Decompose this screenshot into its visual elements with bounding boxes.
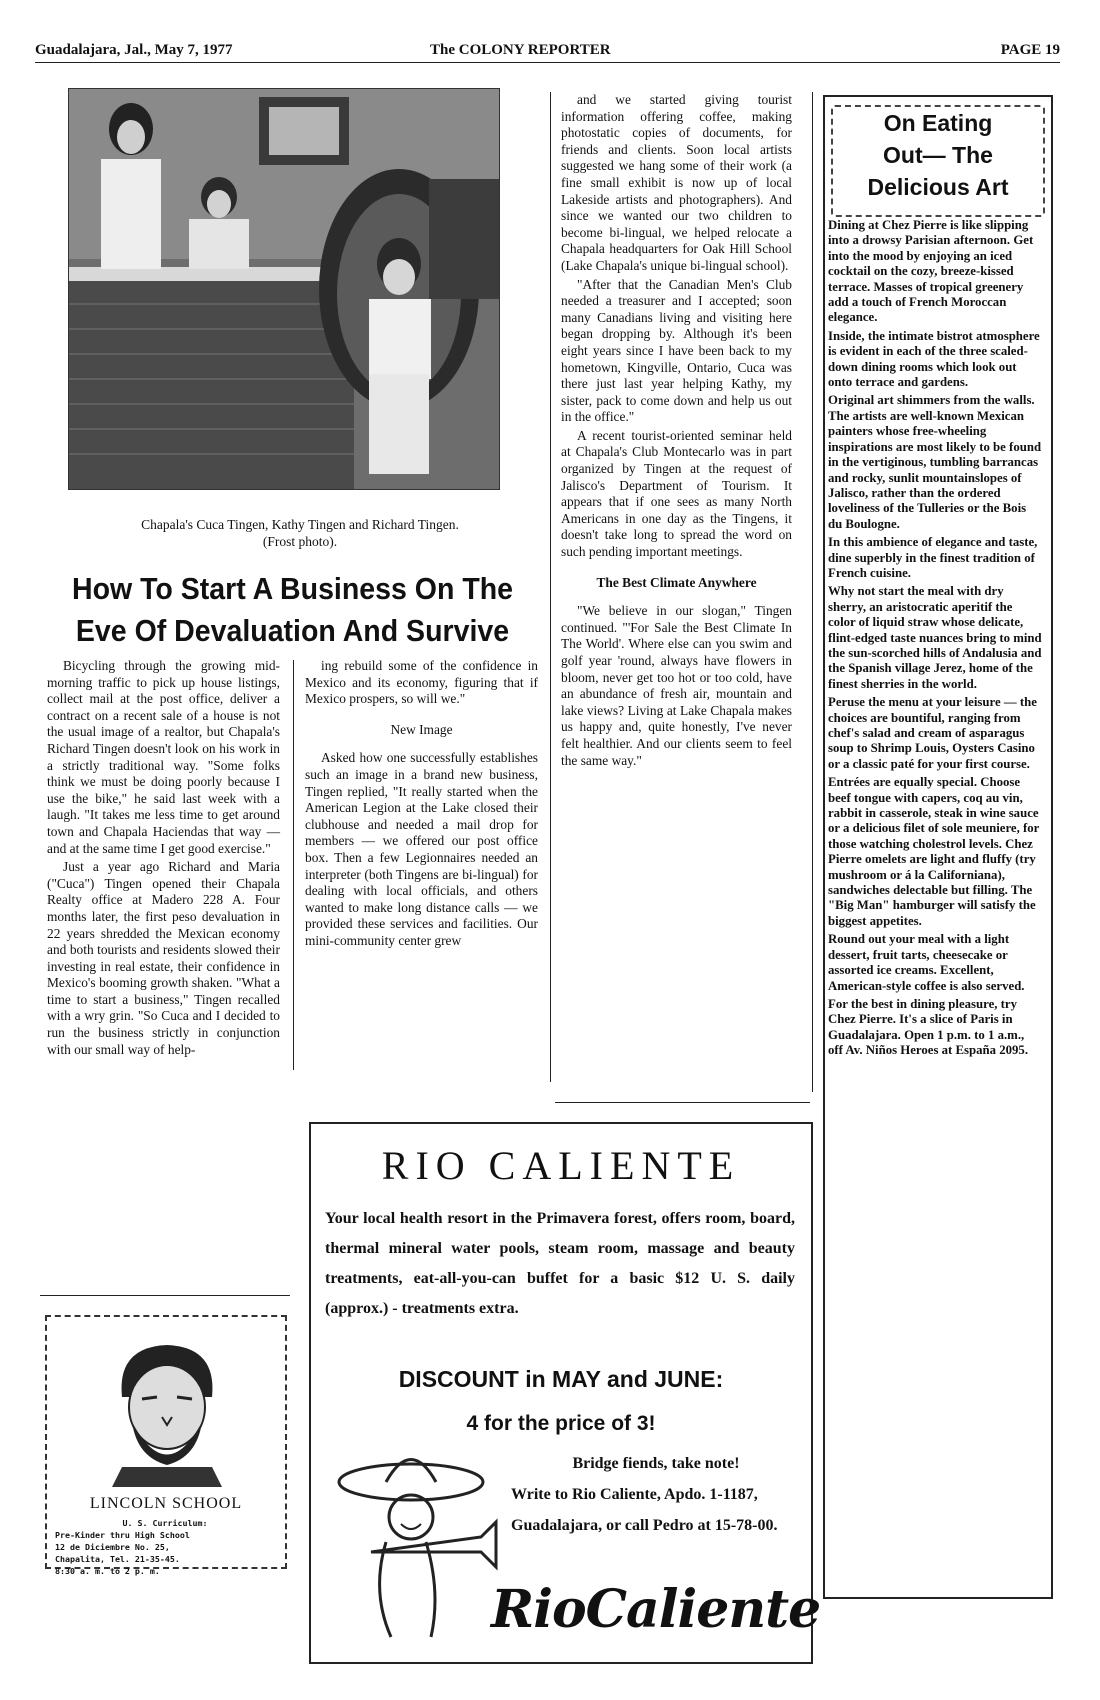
- title-line: Delicious Art: [867, 174, 1009, 200]
- paragraph: and we started giving tourist information offering coffee, making photostatic copies of documents, for friends and clients. Soon local artists suggested we hang some of their work (a fine small exhibit is now up of local Lakeside artists and photographers). And since we wanted our two children to become bi-lingual, we helped relocate a Chapala headquarters for Oak Hill School (Lake Chapala's unique bi-lingual school).: [561, 92, 792, 273]
- caption-credit: (Frost photo).: [262, 534, 338, 549]
- story-headline: How To Start A Business On The Eve Of Devaluation And Survive: [71, 571, 514, 648]
- rio-offer: 4 for the price of 3!: [466, 1412, 656, 1435]
- paragraph: Why not start the meal with dry sherry, an aristocratic aperitif the color of liquid straw whose delicate, flint-edged taste nuances bring to mind the sun-scorched hills of Andalusia and the Spanish village Jerez, home of the finest sherries in the world.: [828, 584, 1042, 691]
- eating-out-text: [828, 218, 1042, 1062]
- paragraph: "After that the Canadian Men's Club needed a treasurer and I accepted; soon many Canadians living and visiting here began dropping by. Although it's been eight years since I have been back to my hometown, Kingville, Ontario, Cuca was there just last year helping Kathy, my sister, pack to come down and help us out in the office.": [561, 276, 792, 425]
- rio-title: RIO CALIENTE: [381, 1143, 741, 1188]
- dateline: Guadalajara, Jal., May 7, 1977: [35, 42, 233, 58]
- paragraph: Just a year ago Richard and Maria ("Cuca") Tingen opened their Chapala Realty office at Madero 228 A. Four months later, the first peso devaluation in 22 years shredded the Mexican economy and both tourists and residents slowed their investing in real estate, their confidence in Mexico's booming growth shaken. "What a time to start a business," Tingen recalled with a wry grin. "So Cuca and I decided to run the business strictly in conjunction with our small way of help-: [47, 859, 280, 1057]
- horizontal-rule: [555, 1102, 810, 1103]
- detail-line: Pre-Kinder thru High School: [55, 1530, 190, 1540]
- rio-contact-line: Write to Rio Caliente, Apdo. 1-1187, Guadalajara, or call Pedro at 15-78-00.: [511, 1486, 778, 1534]
- rio-discount: DISCOUNT in MAY and JUNE:: [398, 1366, 724, 1392]
- page-header: [35, 40, 1060, 63]
- page-number: PAGE 19: [1000, 42, 1060, 58]
- paragraph: Dining at Chez Pierre is like slipping into a drowsy Parisian afternoon. Get into the mood by enjoying an iced cocktail on the cozy, breeze-kissed terrace. Masses of tropical greenery add a touch of French Moroccan elegance.: [828, 218, 1034, 325]
- horizontal-rule: [40, 1295, 290, 1296]
- detail-line: 8:30 a. m. to 2 p. m.: [55, 1566, 160, 1576]
- lincoln-school-name: LINCOLN SCHOOL: [89, 1495, 243, 1512]
- people-photo: [68, 88, 500, 490]
- title-line: Out— The: [883, 142, 993, 168]
- story-column-3: [561, 92, 792, 771]
- photo-illustration: [69, 89, 499, 489]
- detail-line: U. S. Curriculum:: [122, 1518, 208, 1528]
- detail-line: 12 de Diciembre No. 25,: [55, 1542, 170, 1552]
- paragraph: ing rebuild some of the confidence in Mexico and its economy, figuring that if Mexico prospers, so will we.": [305, 658, 538, 707]
- paragraph: Asked how one successfully establishes such an image in a brand new business, Tingen replied, "It really started when the American Legion at the Lake closed their clubhouse and needed a mail drop for members — we offered our post office box. Then a few Legionnaires needed an interpreter (both Tingens are bi-lingual) for dealing with local officials, and others wanted to make long distance calls — we provided these services and facilities. Our mini-community center grew: [305, 750, 538, 948]
- story-column-1: [47, 658, 280, 1060]
- newspaper-name: The COLONY REPORTER: [430, 42, 611, 58]
- lincoln-details: [55, 1517, 275, 1577]
- rio-contact: [511, 1448, 801, 1541]
- paragraph: In this ambience of elegance and taste, dine superbly in the finest tradition of French cuisine.: [828, 535, 1038, 580]
- paragraph: Inside, the intimate bistrot atmosphere is evident in each of the three scaled-down dining rooms which look out onto terrace and gardens.: [828, 328, 1040, 390]
- column-rule: [293, 660, 294, 1070]
- lincoln-portrait-icon: [102, 1337, 232, 1487]
- column-rule: [812, 92, 813, 1092]
- subhead-best-climate: The Best Climate Anywhere: [596, 574, 757, 590]
- title-line: On Eating: [883, 110, 993, 136]
- photo-caption: [40, 516, 560, 550]
- paragraph: Peruse the menu at your leisure — the choices are bountiful, ranging from chef's salad and cream of asparagus soup to Shrimp Louis, Oysters Casino or a classic paté for your first course.: [828, 695, 1037, 771]
- caption-line: Chapala's Cuca Tingen, Kathy Tingen and Richard Tingen.: [141, 517, 459, 532]
- rio-description: Your local health resort in the Primavera forest, offers room, board, thermal mineral water pools, steam room, massage and beauty treatments, eat-all-you-can buffet for a basic $12 U. S. daily (approx.) - treatments extra.: [325, 1210, 795, 1317]
- paragraph: Bicycling through the growing mid-morning traffic to pick up house listings, collect mail at the post office, deliver a contract on a recent sale of a house is not the usual image of a realtor, but Chapala's Richard Tingen doesn't look on his work in a strictly traditional way. "Some folks think we must be doing poorly because I use the bike," he said last week with a laugh. "It takes me less time to get around town and Chapala Haciendas that way — and at the same time I get good exercise.": [47, 658, 280, 856]
- rio-caliente-logo: RioCaliente: [491, 1579, 821, 1640]
- paragraph: A recent tourist-oriented seminar held at Chapala's Club Montecarlo was in part organized by Tingen at the request of Jalisco's Department of Tourism. It appears that if one sees as many North Americans in one day as the Tingens, it doesn't take long to spread the word on such pending important meetings.: [561, 427, 792, 560]
- subhead-new-image: New Image: [390, 721, 453, 737]
- mariachi-trumpet-icon: [331, 1442, 506, 1652]
- detail-line: Chapalita, Tel. 21-35-45.: [55, 1554, 180, 1564]
- paragraph: Entrées are equally special. Choose beef tongue with capers, coq au vin, rabbit in casserole, steak in wine sauce or a delicious filet of sole meuniere, for those watching cholestrol levels. Chez Pierre omelets are light and fluffy (try mushroom or á la Californiana), sandwiches delectable but filling. The "Big Man" hamburger will satisfy the biggest appetites.: [828, 775, 1040, 928]
- paragraph: For the best in dining pleasure, try Chez Pierre. It's a slice of Paris in Guadalajara. Open 1 p.m. to 1 a.m., off Av. Niños Heroes at España 2095.: [828, 996, 1029, 1058]
- rio-caliente-ad: [309, 1122, 821, 1664]
- paragraph: Original art shimmers from the walls. The artists are well-known Mexican painters whose free-wheeling inspirations are most likely to be found in the vertiginous, tumbling barrancas and rocky, sunlit mountainslopes of Jalisco, rather than the ordered loveliness of the Tulleries or the Bois du Boulogne.: [828, 393, 1042, 531]
- paragraph: Round out your meal with a light dessert, fruit tarts, cheesecake or assorted ice creams. Excellent, American-style coffee is also served.: [828, 932, 1025, 993]
- paragraph: "We believe in our slogan," Tingen continued. "'For Sale the Best Climate In The World'. Where else can you swim and golf year 'round, always have flowers in bloom, never get too hot or too cold, have an abundance of fresh air, mountain and lake views? Living at Lake Chapala makes us happy and, quite honestly, I've never felt healthier. And our clients seem to feel the same way.": [561, 603, 792, 768]
- column-rule: [550, 92, 551, 1082]
- eating-out-title: [831, 105, 1045, 217]
- rio-note-line: Bridge fiends, take note!: [572, 1455, 740, 1472]
- story-column-2: [305, 658, 538, 952]
- lincoln-school-ad: [45, 1315, 287, 1576]
